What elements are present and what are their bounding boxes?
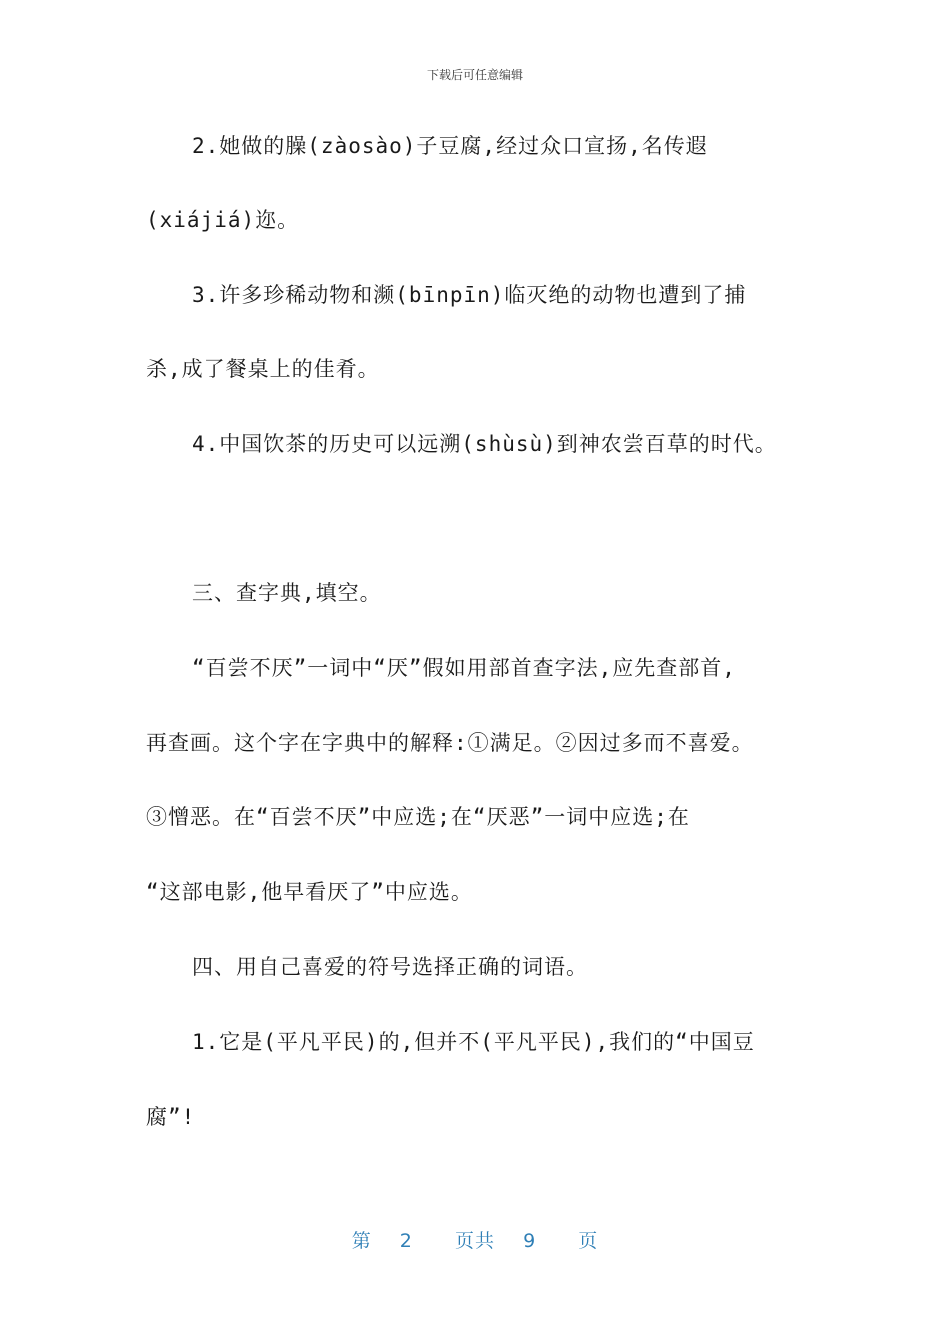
footer-suffix: 页 xyxy=(578,1230,599,1252)
section-4-q1-line-2: 腐”! xyxy=(146,1105,196,1129)
question-3-line-1: 3.许多珍稀动物和濒(bīnpīn)临灭绝的动物也遭到了捕 xyxy=(192,283,747,307)
footer-total-pages: 9 xyxy=(523,1230,537,1252)
section-3-para-line-2: 再查画。这个字在字典中的解释:①满足。②因过多而不喜爱。 xyxy=(146,731,754,755)
footer-prefix: 第 xyxy=(351,1230,372,1252)
question-2-line-2: (xiájiá)迩。 xyxy=(146,208,300,232)
page-header: 下载后可任意编辑 xyxy=(426,68,523,82)
section-4-heading: 四、用自己喜爱的符号选择正确的词语。 xyxy=(192,955,588,979)
question-2-line-1: 2.她做的臊(zàosào)子豆腐,经过众口宣扬,名传遐 xyxy=(192,134,708,158)
section-4-q1-line-1: 1.它是(平凡平民)的,但并不(平凡平民),我们的“中国豆 xyxy=(192,1030,755,1054)
footer-page-number: 2 xyxy=(399,1230,413,1252)
section-3-para-line-1: “百尝不厌”一词中“厌”假如用部首查字法,应先查部首, xyxy=(192,656,736,680)
question-4-line: 4.中国饮茶的历史可以远溯(shùsù)到神农尝百草的时代。 xyxy=(192,432,777,456)
section-3-para-line-4: “这部电影,他早看厌了”中应选。 xyxy=(146,880,473,904)
question-3-line-2: 杀,成了餐桌上的佳肴。 xyxy=(146,357,380,381)
section-3-para-line-3: ③憎恶。在“百尝不厌”中应选;在“厌恶”一词中应选;在 xyxy=(146,805,690,829)
footer-mid: 页共 xyxy=(454,1230,495,1252)
page-footer xyxy=(0,1226,950,1253)
section-3-heading: 三、查字典,填空。 xyxy=(192,581,382,605)
